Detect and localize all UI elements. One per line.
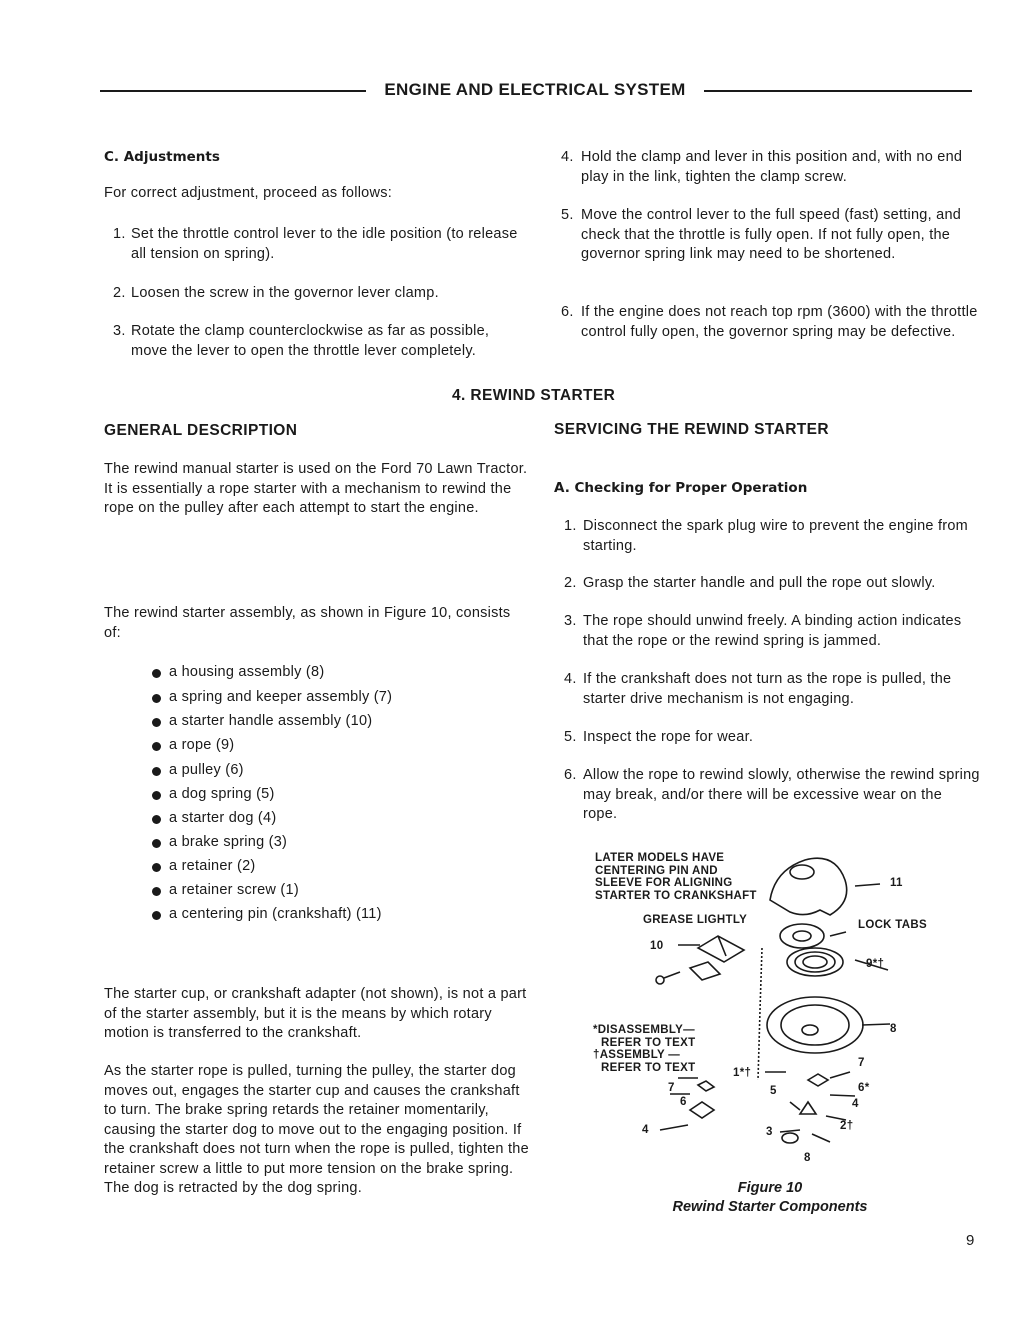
callout-7-left: 7 xyxy=(668,1082,675,1094)
step-text: Disconnect the spark plug wire to prevent the engine from starting. xyxy=(583,518,969,554)
step-number: 1. xyxy=(564,518,577,534)
callout-6-left: 6 xyxy=(680,1096,687,1108)
step-text: Loosen the screw in the governor lever clamp. xyxy=(131,285,439,301)
checking-subheading: A. Checking for Proper Operation xyxy=(554,480,808,496)
step-number: 4. xyxy=(561,149,574,165)
callout-6-right: 6* xyxy=(858,1082,870,1094)
bullet-icon xyxy=(152,863,161,872)
bullet-icon xyxy=(152,694,161,703)
general-description-heading: GENERAL DESCRIPTION xyxy=(104,422,298,439)
bullet-icon xyxy=(152,887,161,896)
adjustments-heading: C. Adjustments xyxy=(104,149,220,165)
step-text: If the engine does not reach top rpm (3600) with the throttle control fully open, the governor spring may be defective. xyxy=(581,304,978,340)
servicing-heading: SERVICING THE REWIND STARTER xyxy=(554,421,830,438)
section-title: 4. REWIND STARTER xyxy=(452,387,616,404)
callout-3: 3 xyxy=(766,1126,773,1138)
bullet-icon xyxy=(152,791,161,800)
bullet-icon xyxy=(152,767,161,776)
bullet-icon xyxy=(152,669,161,678)
callout-2: 2† xyxy=(840,1120,854,1132)
figure-caption xyxy=(640,1180,900,1215)
step-number: 1. xyxy=(113,226,126,242)
general-para-3: The starter cup, or crankshaft adapter (not shown), is not a part of the starter assembly, but it is the means by which rotary motion is transferred to the crankshaft. xyxy=(104,986,527,1041)
step-text: Inspect the rope for wear. xyxy=(583,729,754,745)
figure-title: Rewind Starter Components xyxy=(672,1199,868,1215)
retainer-disc-drawing xyxy=(780,924,824,948)
step-number: 2. xyxy=(113,285,126,301)
step-number: 3. xyxy=(113,323,126,339)
header-rule-right xyxy=(704,90,972,92)
callout-5: 5 xyxy=(770,1085,777,1097)
step-number: 6. xyxy=(564,767,577,783)
bullet-icon xyxy=(152,911,161,920)
lock-tabs-label: LOCK TABS xyxy=(858,919,927,931)
callout-10: 10 xyxy=(650,940,664,952)
bullet-icon xyxy=(152,718,161,727)
step-text: The rope should unwind freely. A binding action indicates that the rope or the rewind spring is jammed. xyxy=(583,613,962,649)
step-number: 2. xyxy=(564,575,577,591)
figure-number: Figure 10 xyxy=(737,1180,803,1196)
callout-7-right: 7 xyxy=(858,1057,865,1069)
callout-8-bottom: 8 xyxy=(804,1152,811,1164)
note-later-models: LATER MODELS HAVE CENTERING PIN AND SLEEVE FOR ALIGNING STARTER TO CRANKSHAFT xyxy=(595,852,757,902)
step-text: Move the control lever to the full speed (fast) setting, and check that the throttle is fully open. If not fully open, the governor spring link may need to be shortened. xyxy=(581,207,962,262)
step-number: 3. xyxy=(564,613,577,629)
callout-1: 1*† xyxy=(733,1067,752,1079)
figure-10 xyxy=(590,840,950,1170)
step-text: Set the throttle control lever to the idle position (to release all tension on spring). xyxy=(131,226,518,262)
step-number: 6. xyxy=(561,304,574,320)
callout-4-left: 4 xyxy=(642,1124,649,1136)
step-number: 5. xyxy=(561,207,574,223)
step-text: If the crankshaft does not turn as the rope is pulled, the starter drive mechanism is not engaging. xyxy=(583,671,952,707)
callout-4-right: 4 xyxy=(852,1098,859,1110)
rope-drawing xyxy=(758,948,762,1080)
grease-lightly-label: GREASE LIGHTLY xyxy=(643,914,748,926)
bullet-icon xyxy=(152,815,161,824)
starter-handle-drawing xyxy=(698,936,744,962)
callout-11: 11 xyxy=(890,877,903,889)
callout-9: 9*† xyxy=(866,958,885,970)
note-disassembly: *DISASSEMBLY— REFER TO TEXT †ASSEMBLY — REFER TO TEXT xyxy=(593,1024,696,1074)
adjustments-intro: For correct adjustment, proceed as follows: xyxy=(104,185,392,201)
bullet-icon xyxy=(152,742,161,751)
page-header-title: ENGINE AND ELECTRICAL SYSTEM xyxy=(384,80,686,99)
general-para-2: The rewind starter assembly, as shown in Figure 10, consists of: xyxy=(104,605,511,641)
step-text: Rotate the clamp counterclockwise as far as possible, move the lever to open the throttle lever completely. xyxy=(131,323,490,359)
step-number: 4. xyxy=(564,671,577,687)
header-rule-left xyxy=(100,90,366,92)
step-number: 5. xyxy=(564,729,577,745)
general-para-1: The rewind manual starter is used on the Ford 70 Lawn Tractor. It is essentially a rope starter with a mechanism to rewind the rope on the pulley after each attempt to start the engine. xyxy=(104,461,528,516)
step-text: Hold the clamp and lever in this position and, with no end play in the link, tighten the clamp screw. xyxy=(581,149,963,185)
general-para-4: As the starter rope is pulled, turning the pulley, the starter dog moves out, engages the starter cup and causes the crankshaft to turn. The brake spring retards the retainer momentarily, causing the starter dog to move out to the engaging position. If the crankshaft does not turn when the rope is pulled, tighten the retainer screw a little to put more tension on the brake spring. The dog is retracted by the dog spring. xyxy=(104,1063,529,1196)
page-number: 9 xyxy=(966,1232,975,1249)
step-text: Grasp the starter handle and pull the rope out slowly. xyxy=(583,575,936,591)
step-text: Allow the rope to rewind slowly, otherwise the rewind spring may break, and/or there will be excessive wear on the rope. xyxy=(583,767,980,822)
callout-8: 8 xyxy=(890,1023,897,1035)
bullet-icon xyxy=(152,839,161,848)
starter-dog-drawing xyxy=(690,1102,714,1118)
